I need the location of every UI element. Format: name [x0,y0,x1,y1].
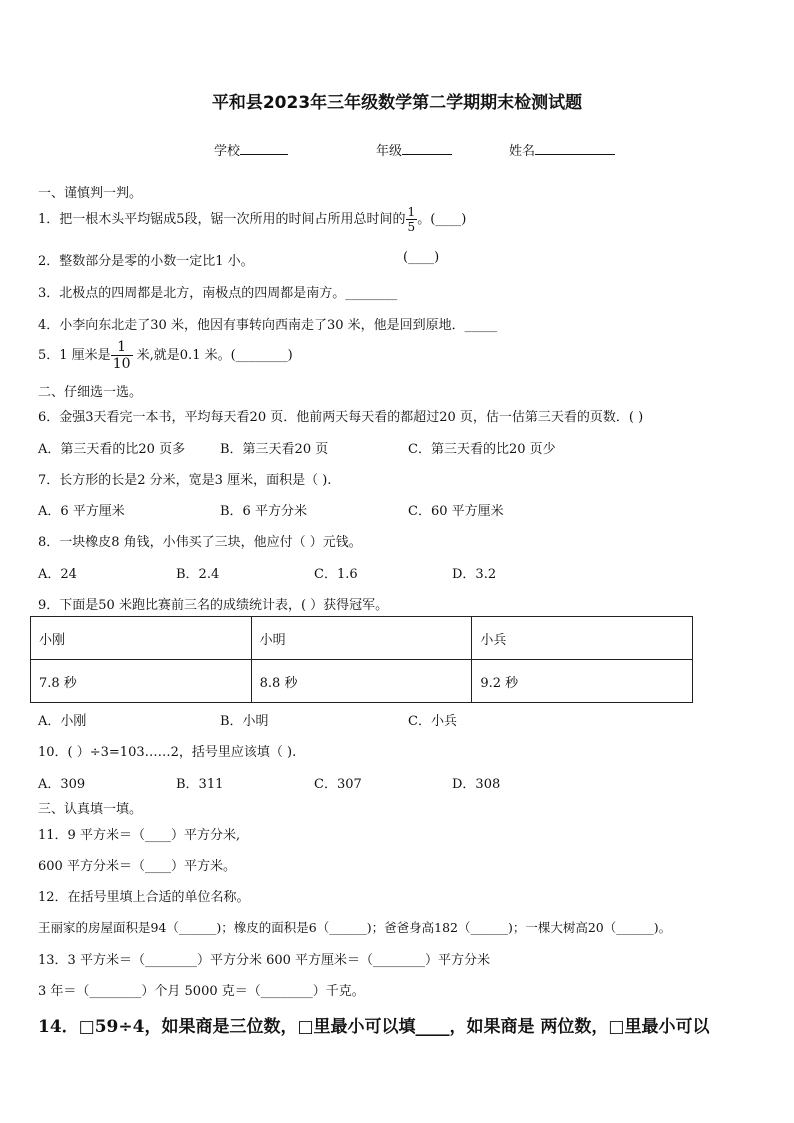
question-11-line-2: 600 平方分米＝（____）平方米。 [38,859,236,874]
table-cell: 9.2 秒 [472,660,693,703]
question-5-answer: 米,就是0.1 米。(________) [136,348,293,363]
question-6-option-b[interactable]: B．第三天看20 页 [220,442,329,457]
table-cell: 7.8 秒 [31,660,252,703]
table-cell: 小明 [251,617,472,660]
question-11-line-1: 11．9 平方米＝（____）平方分米, [38,828,241,843]
question-7-option-a[interactable]: A．6 平方厘米 [38,504,125,519]
question-7: 7．长方形的长是2 分米，宽是3 厘米，面积是（ ). [38,473,332,488]
school-label: 学校 [214,144,241,159]
question-6: 6．金强3天看完一本书，平均每天看20 页．他前两天每天看的都超过20 页，估一估第三天看的页数．( ) [38,410,644,425]
question-14: 14．□59÷4，如果商是三位数，□里最小可以填____，如果商是 两位数，□里最小可以 [38,1017,710,1037]
question-1 [38,206,466,233]
table-row [31,660,693,703]
race-results-table [30,616,693,703]
question-7-option-b[interactable]: B．6 平方分米 [220,504,307,519]
table-row [31,617,693,660]
question-5-text: 5．1 厘米是 [38,348,111,363]
name-blank[interactable] [535,140,615,155]
question-12: 12．在括号里填上合适的单位名称。 [38,890,250,905]
question-8: 8．一块橡皮8 角钱，小伟买了三块，他应付（ ）元钱。 [38,535,362,550]
question-9: 9．下面是50 米跑比赛前三名的成绩统计表，( ）获得冠军。 [38,598,389,613]
question-13-line-1: 13．3 平方米＝（________）平方分米 600 平方厘米＝（________）平方分米 [38,953,491,968]
table-cell: 8.8 秒 [251,660,472,703]
question-6-option-a[interactable]: A．第三天看的比20 页多 [38,442,186,457]
fraction-one-tenth: $\frac{1}{10}$ [112,339,131,372]
page-title: 平和县2023年三年级数学第二学期期末检测试题 [211,93,583,113]
name-label: 姓名 [509,144,536,159]
question-7-option-c[interactable]: C．60 平方厘米 [408,504,504,519]
school-field [214,140,288,159]
question-10-option-c[interactable]: C．307 [314,777,362,792]
section-3-heading: 三、认真填一填。 [38,802,143,817]
question-10-option-d[interactable]: D．308 [452,777,501,792]
question-9-option-b[interactable]: B．小明 [220,714,269,729]
question-2-text: 2．整数部分是零的小数一定比1 小。 [38,254,254,269]
question-4: 4．小李向东北走了30 米，他因有事转向西南走了30 米，他是回到原地．_____ [38,318,498,333]
grade-blank[interactable] [402,140,452,155]
question-1-answer: 。(____) [417,212,467,227]
grade-label: 年级 [376,144,403,159]
question-2-answer: (____) [403,250,440,265]
question-8-option-a[interactable]: A．24 [38,567,77,582]
question-8-option-c[interactable]: C．1.6 [314,567,358,582]
question-1-text: 1．把一根木头平均锯成5段，锯一次所用的时间占所用总时间的 [38,212,406,227]
question-10: 10．( ）÷3=103……2，括号里应该填（ ). [38,745,297,760]
question-3: 3．北极点的四周都是北方，南极点的四周都是南方。________ [38,286,398,301]
question-12-line-2: 王丽家的房屋面积是94（______)；橡皮的面积是6（______)；爸爸身高182（______)；一棵大树高20（______)。 [38,920,672,935]
fraction-one-fifth: $\frac{1}{5}$ [407,205,416,234]
section-2-heading: 二、仔细选一选。 [38,385,143,400]
question-10-option-b[interactable]: B．311 [176,777,224,792]
school-blank[interactable] [240,140,288,155]
question-8-option-d[interactable]: D．3.2 [452,567,497,582]
question-10-option-a[interactable]: A．309 [38,777,86,792]
question-8-option-b[interactable]: B．2.4 [176,567,220,582]
grade-field [376,140,452,159]
question-6-option-c[interactable]: C．第三天看的比20 页少 [408,442,556,457]
table-cell: 小兵 [472,617,693,660]
name-field [509,140,615,159]
section-1-heading: 一、谨慎判一判。 [38,186,143,201]
question-9-option-c[interactable]: C．小兵 [408,714,457,729]
question-9-option-a[interactable]: A．小刚 [38,714,87,729]
table-cell: 小刚 [31,617,252,660]
question-5 [38,340,293,371]
question-13-line-2: 3 年＝（________）个月 5000 克＝（________）千克。 [38,984,365,999]
